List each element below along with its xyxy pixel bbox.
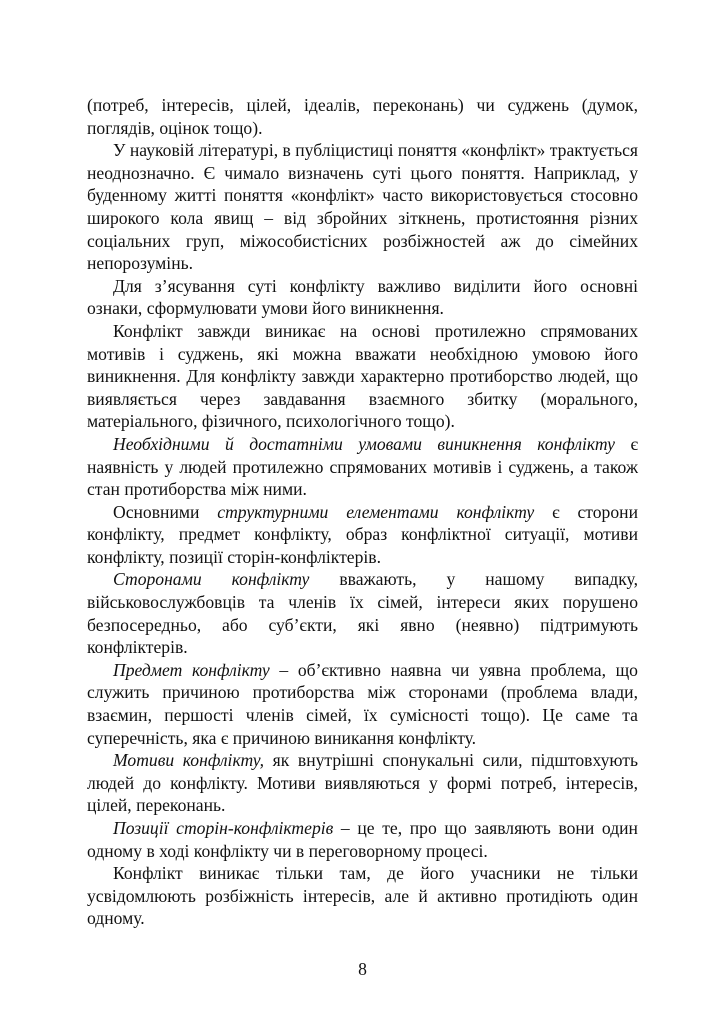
paragraph-1-text: (потреб, інтересів, цілей, ідеалів, переконань) чи суджень (думок, поглядів, оцінок тощо).	[87, 95, 638, 138]
paragraph-3	[87, 275, 638, 320]
paragraph-9-italic-term: Мотиви конфлікту,	[113, 750, 265, 771]
paragraph-11	[87, 862, 638, 930]
paragraph-6-text-start: Основними	[113, 501, 218, 522]
paragraph-8-text: – об’єктивно наявна чи уявна проблема, що служить причиною протиборства між сторонами (проблема влади, взаємин, першості членів сімей, їх сумісності тощо). Це саме та суперечність, яка є причиною виникання конфлікту.	[87, 659, 638, 748]
paragraph-8-italic-term: Предмет конфлікту	[113, 659, 270, 680]
paragraph-5-italic-term: Необхідними й достатніми умовами виникнення конфлікту	[113, 433, 615, 454]
paragraph-7-italic-term: Сторонами конфлікту	[113, 569, 310, 590]
paragraph-4	[87, 320, 638, 433]
page-number: 8	[358, 959, 367, 979]
paragraph-10-italic-term: Позиції сторін-конфліктерів	[113, 818, 334, 838]
document-body	[87, 94, 638, 930]
paragraph-10	[87, 817, 638, 862]
paragraph-2	[87, 139, 638, 275]
paragraph-5	[87, 433, 638, 501]
paragraph-10-text: – це те, про що заявляють вони один одному в ході конфлікту чи в переговорному процесі.	[87, 818, 638, 861]
paragraph-3-text: Для з’ясування суті конфлікту важливо виділити його основні ознаки, сформулювати умови його виникнення.	[87, 275, 638, 319]
paragraph-6-text-end: є сторони конфлікту, предмет конфлікту, образ конфліктної ситуації, мотиви конфлікту, позиції сторін-конфліктерів.	[87, 501, 638, 567]
paragraph-9	[87, 749, 638, 817]
paragraph-7	[87, 568, 638, 658]
paragraph-5-text: є наявність у людей протилежно спрямованих мотивів і суджень, а також стан протиборства між ними.	[87, 433, 639, 500]
paragraph-1	[87, 94, 638, 139]
paragraph-11-text: Конфлікт виникає тільки там, де його учасники не тільки усвідомлюють розбіжність інтересів, але й активно протидіють один одному.	[87, 863, 638, 929]
paragraph-9-text: як внутрішні спонукальні сили, підштовхують людей до конфлікту. Мотиви виявляються у формі потреб, інтересів, цілей, переконань.	[87, 750, 638, 816]
paragraph-6	[87, 501, 638, 569]
paragraph-2-text: У науковій літературі, в публіцистиці поняття «конфлікт» трактується неоднозначно. Є чимало визначень суті цього поняття. Наприклад, у буденному житті поняття «конфлікт» часто використовується стосовно широкого кола явищ – від збройних зіткнень, протистояння різних соціальних груп, міжособистісних розбіжностей аж до сімейних непорозумінь.	[87, 140, 638, 274]
paragraph-6-italic-term: структурними елементами конфлікту	[217, 501, 535, 522]
paragraph-4-text: Конфлікт завжди виникає на основі протилежно спрямованих мотивів і суджень, які можна вважати необхідною умовою його виникнення. Для конфлікту завжди характерно протиборство людей, що виявляється через завдавання взаємного збитку (морального, матеріального, фізичного, психологічного тощо).	[87, 320, 638, 432]
paragraph-7-text: вважають, у нашому випадку, військовослужбовців та членів їх сімей, інтереси яких порушено безпосередньо, або суб’єкти, які явно (неявно) підтримують конфліктерів.	[87, 569, 638, 658]
paragraph-8	[87, 659, 638, 749]
